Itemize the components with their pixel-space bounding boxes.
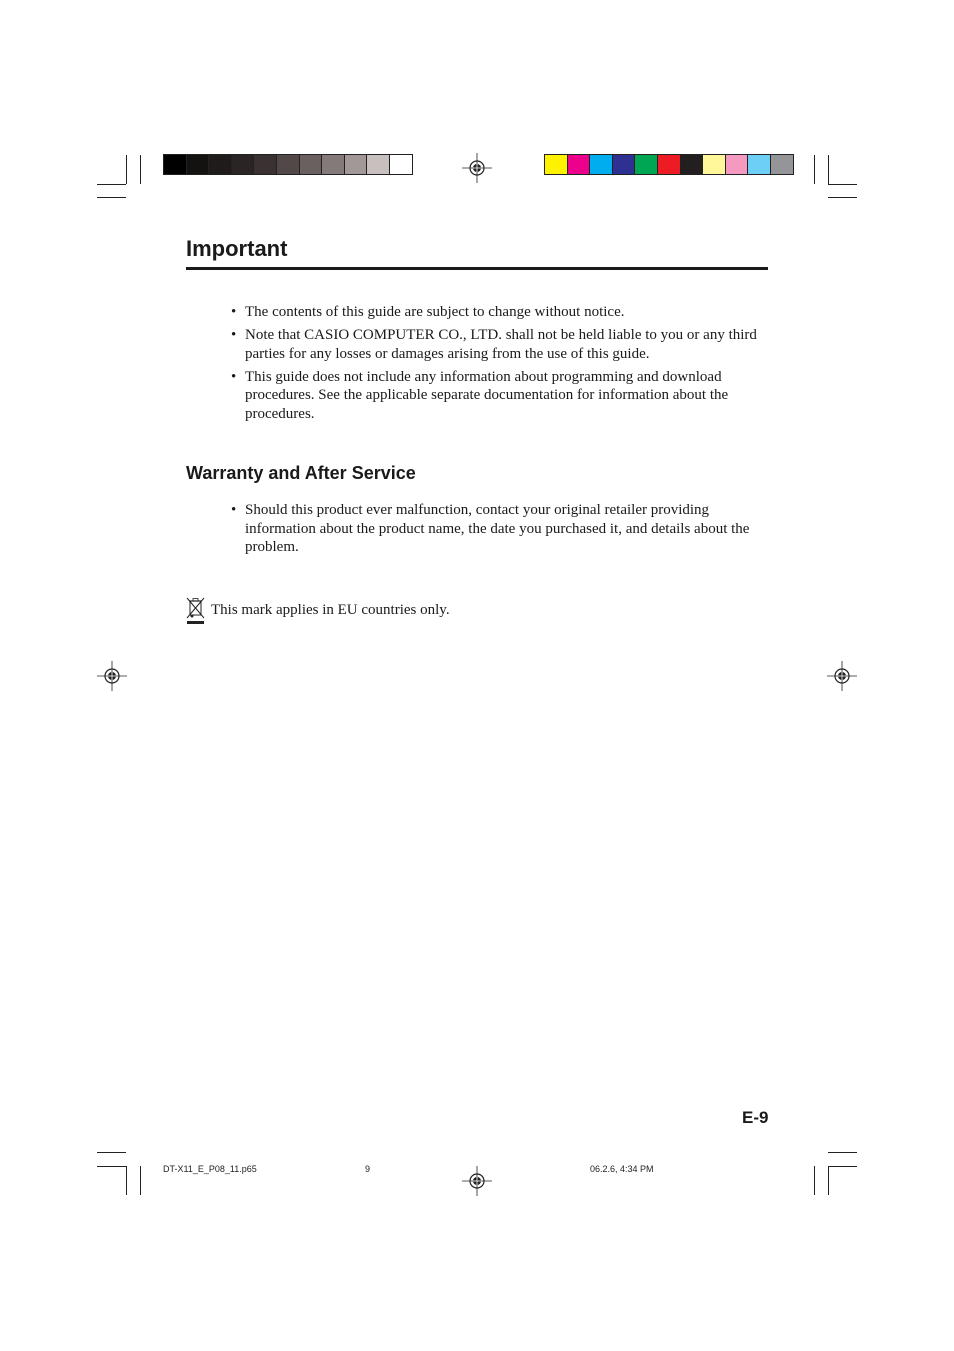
color-swatch xyxy=(680,154,704,175)
crop-mark xyxy=(97,1152,126,1153)
color-swatch xyxy=(612,154,636,175)
section-heading: Warranty and After Service xyxy=(186,463,416,483)
footer-timestamp: 06.2.6, 4:34 PM xyxy=(590,1164,654,1174)
color-swatch xyxy=(344,154,368,175)
warranty-list xyxy=(231,501,765,561)
crop-mark xyxy=(97,1166,126,1167)
crop-mark xyxy=(828,1152,857,1153)
registration-mark-icon xyxy=(462,1166,492,1196)
color-swatch xyxy=(299,154,323,175)
color-swatch xyxy=(657,154,681,175)
color-swatch xyxy=(208,154,232,175)
color-swatch xyxy=(770,154,794,175)
color-swatch xyxy=(186,154,210,175)
registration-mark-icon xyxy=(97,661,127,691)
list-item: • Note that CASIO COMPUTER CO., LTD. shall not be held liable to you or any third parties for any losses or damages arising from the use of this guide. xyxy=(231,327,757,362)
crop-mark xyxy=(97,184,126,185)
crop-mark xyxy=(828,1166,857,1167)
color-swatch xyxy=(634,154,658,175)
crop-mark xyxy=(126,155,127,184)
list-item: • The contents of this guide are subject to change without notice. xyxy=(231,304,625,320)
color-swatch xyxy=(389,154,413,175)
crop-mark xyxy=(814,1166,815,1195)
color-swatch xyxy=(253,154,277,175)
color-swatch xyxy=(747,154,771,175)
title-rule xyxy=(186,267,768,270)
color-swatch xyxy=(567,154,591,175)
crop-mark xyxy=(140,155,141,184)
crop-mark xyxy=(828,197,857,198)
crop-mark xyxy=(828,184,857,185)
important-list xyxy=(231,303,771,428)
crop-mark xyxy=(828,1166,829,1195)
crop-mark xyxy=(814,155,815,184)
list-item: • This guide does not include any information about programming and download procedures. See the applicable separate documentation for information about the procedures. xyxy=(231,368,729,422)
list-item: • Should this product ever malfunction, contact your original retailer providing information about the product name, the date you purchased it, and details about the problem. xyxy=(231,502,750,555)
color-swatch xyxy=(366,154,390,175)
eu-note xyxy=(186,596,450,626)
page-title: Important xyxy=(186,236,288,261)
registration-mark-icon xyxy=(827,661,857,691)
eu-note-text: This mark applies in EU countries only. xyxy=(211,602,450,618)
crop-mark xyxy=(97,197,126,198)
color-swatch xyxy=(231,154,255,175)
crop-mark xyxy=(140,1166,141,1195)
color-swatch xyxy=(702,154,726,175)
crop-mark xyxy=(126,1166,127,1195)
color-swatch xyxy=(163,154,187,175)
registration-mark-icon xyxy=(462,153,492,183)
color-swatch xyxy=(725,154,749,175)
page-number: E-9 xyxy=(742,1108,769,1127)
footer-file-name: DT-X11_E_P08_11.p65 xyxy=(163,1164,257,1174)
color-swatch xyxy=(321,154,345,175)
color-swatch xyxy=(544,154,568,175)
crop-mark xyxy=(828,155,829,184)
color-swatch xyxy=(589,154,613,175)
footer-page: 9 xyxy=(365,1164,371,1174)
crossed-out-wheelie-bin-icon xyxy=(186,596,205,626)
color-swatch xyxy=(276,154,300,175)
